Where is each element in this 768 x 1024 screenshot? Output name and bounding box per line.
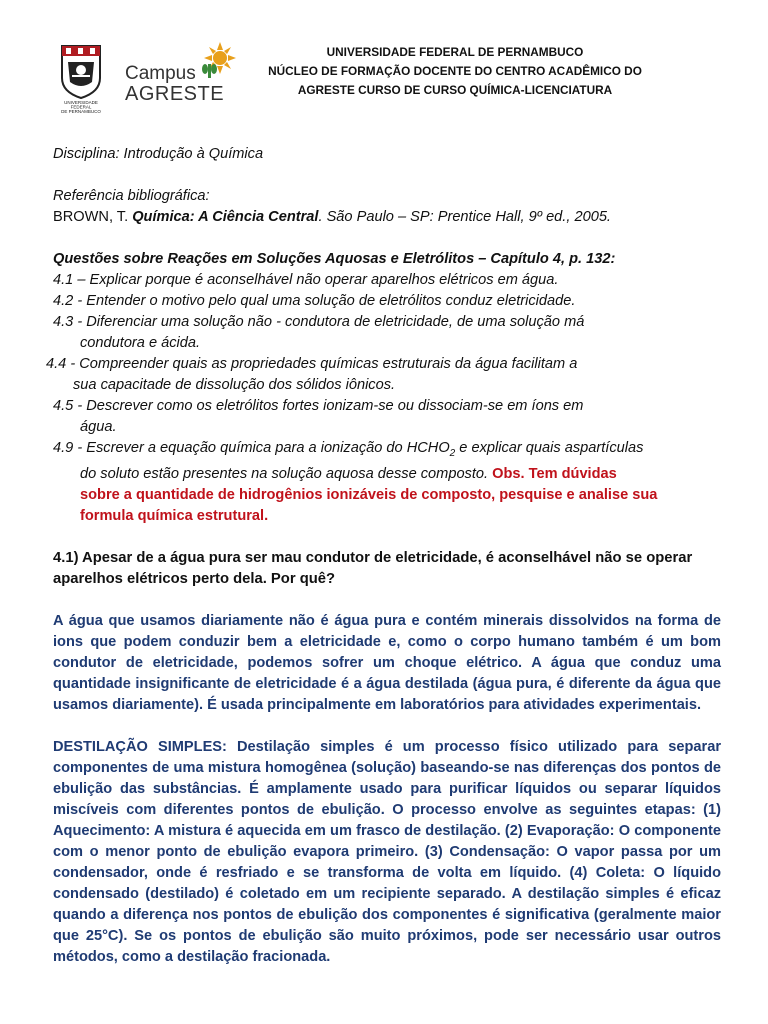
question-item-4-3 [53,312,721,354]
answer-paragraph: A água que usamos diariamente não é água pura e contém minerais dissolvidos na forma de ions que podem conduzir bem a eletricidade e, como o corpo humano também é um bom condutor de eletricidade, podemos sofrer um choque elétrico. A água que conduz uma quantidade insignificante de eletricidade é a água destilada (água pura, é diferente da água que usamos diariamente). É usada principalmente em laboratórios para atividades experimentais. [53,612,721,713]
campus-word: Campus [125,63,196,84]
question-item-4-5 [53,396,721,438]
question-item-4-5-line-2: água. [80,419,117,435]
question-4-1-statement [53,548,721,590]
university-line-3: AGRESTE CURSO DE CURSO QUÍMICA-LICENCIATURA [297,83,613,97]
question-item-4-1: 4.1 – Explicar porque é aconselhável não operar aparelhos elétricos em água. [53,272,559,288]
reference-author: BROWN, T. [53,209,133,225]
question-4-1-text: Apesar de a água pura ser mau condutor de eletricidade, é aconselhável não se operar aparelhos elétricos perto dela. Por quê? [53,549,693,587]
question-item-4-3-line-2: condutora e ácida. [80,335,201,351]
formula-subscript: 2 [449,447,456,459]
reference-title: Química: A Ciência Central [132,209,319,225]
obs-note-line-3: formula química estrutural. [80,507,269,524]
university-line-1: UNIVERSIDADE FEDERAL DE PERNAMBUCO [326,45,584,59]
university-heading [255,43,655,100]
reference-citation [53,207,721,228]
crest-caption-2: FEDERAL [70,104,92,110]
reference-label: Referência bibliográfica: [53,188,210,204]
obs-note-line-2: sobre a quantidade de hidrogênios ionizáveis de composto, pesquise e analise sua [80,486,658,503]
discipline-line: Disciplina: Introdução à Química [53,146,264,162]
document-body [46,144,721,968]
question-item-4-9-line-2: do soluto estão presentes na solução aquosa desse composto. [80,465,493,482]
crest-caption-3: DE PERNAMBUCO [61,109,101,114]
question-item-4-9 [53,438,721,527]
question-item-4-9-prefix: 4.9 - Escrever a equação química para a ionização do HCHO [53,440,450,456]
question-item-4-4-line-2: sua capacitade de dissolução dos sólidos iônicos. [73,377,396,393]
question-item-4-9-suffix: e explicar quais aspartículas [455,440,644,456]
agreste-word: AGRESTE [125,83,225,105]
reference-publisher: . São Paulo – SP: Prentice Hall, 9º ed., 2005. [318,209,611,225]
document-header [50,40,730,115]
question-item-4-3-line-1: 4.3 - Diferenciar uma solução não - condutora de eletricidade, de uma solução má [53,314,585,330]
questions-heading: Questões sobre Reações em Soluções Aquosas e Eletrólitos – Capítulo 4, p. 132: [53,251,616,267]
university-line-2: NÚCLEO DE FORMAÇÃO DOCENTE DO CENTRO ACADÊMICO DO [268,64,642,78]
campus-agreste-wordmark [125,64,224,104]
question-item-4-5-line-1: 4.5 - Descrever como os eletrólitos fortes ionizam-se ou dissociam-se em íons em [53,398,584,414]
distillation-paragraph: DESTILAÇÃO SIMPLES: Destilação simples é um processo físico utilizado para separar componentes de uma mistura homogênea (solução) baseando-se nas diferenças dos pontos de ebulição das substâncias. É amplamente usado para purificar líquidos ou separar líquidos miscíveis com diferentes pontos de ebulição. O processo envolve as seguintes etapas: (1) Aquecimento: A mistura é aquecida em um frasco de destilação. (2) Evaporação: O componente com o menor ponto de ebulição evapora primeiro. (3) Condensação: O vapor passa por um condensador, onde é resfriado e se transforma de volta em líquido. (4) Coleta: O líquido condensado (destilado) é coletado em um recipiente separado. A destilação simples é eficaz quando a diferença nos pontos de ebulição dos componentes é significativa (geralmente maior que 25°C). Se os pontos de ebulição são muito próximos, pode ser necessário usar outros métodos, como a destilação fracionada. [53,738,721,965]
question-item-4-4-line-1: 4.4 - Compreender quais as propriedades químicas estruturais da água facilitam a [46,356,578,372]
question-item-4-2: 4.2 - Entender o motivo pelo qual uma solução de eletrólitos conduz eletricidade. [53,293,576,309]
question-4-1-number: 4.1) [53,549,79,566]
ufpe-crest-logo [58,42,104,114]
crest-caption-1: UNIVERSIDADE [64,100,98,105]
question-item-4-4 [46,354,721,396]
obs-note-start: Obs. Tem dúvidas [492,465,617,482]
